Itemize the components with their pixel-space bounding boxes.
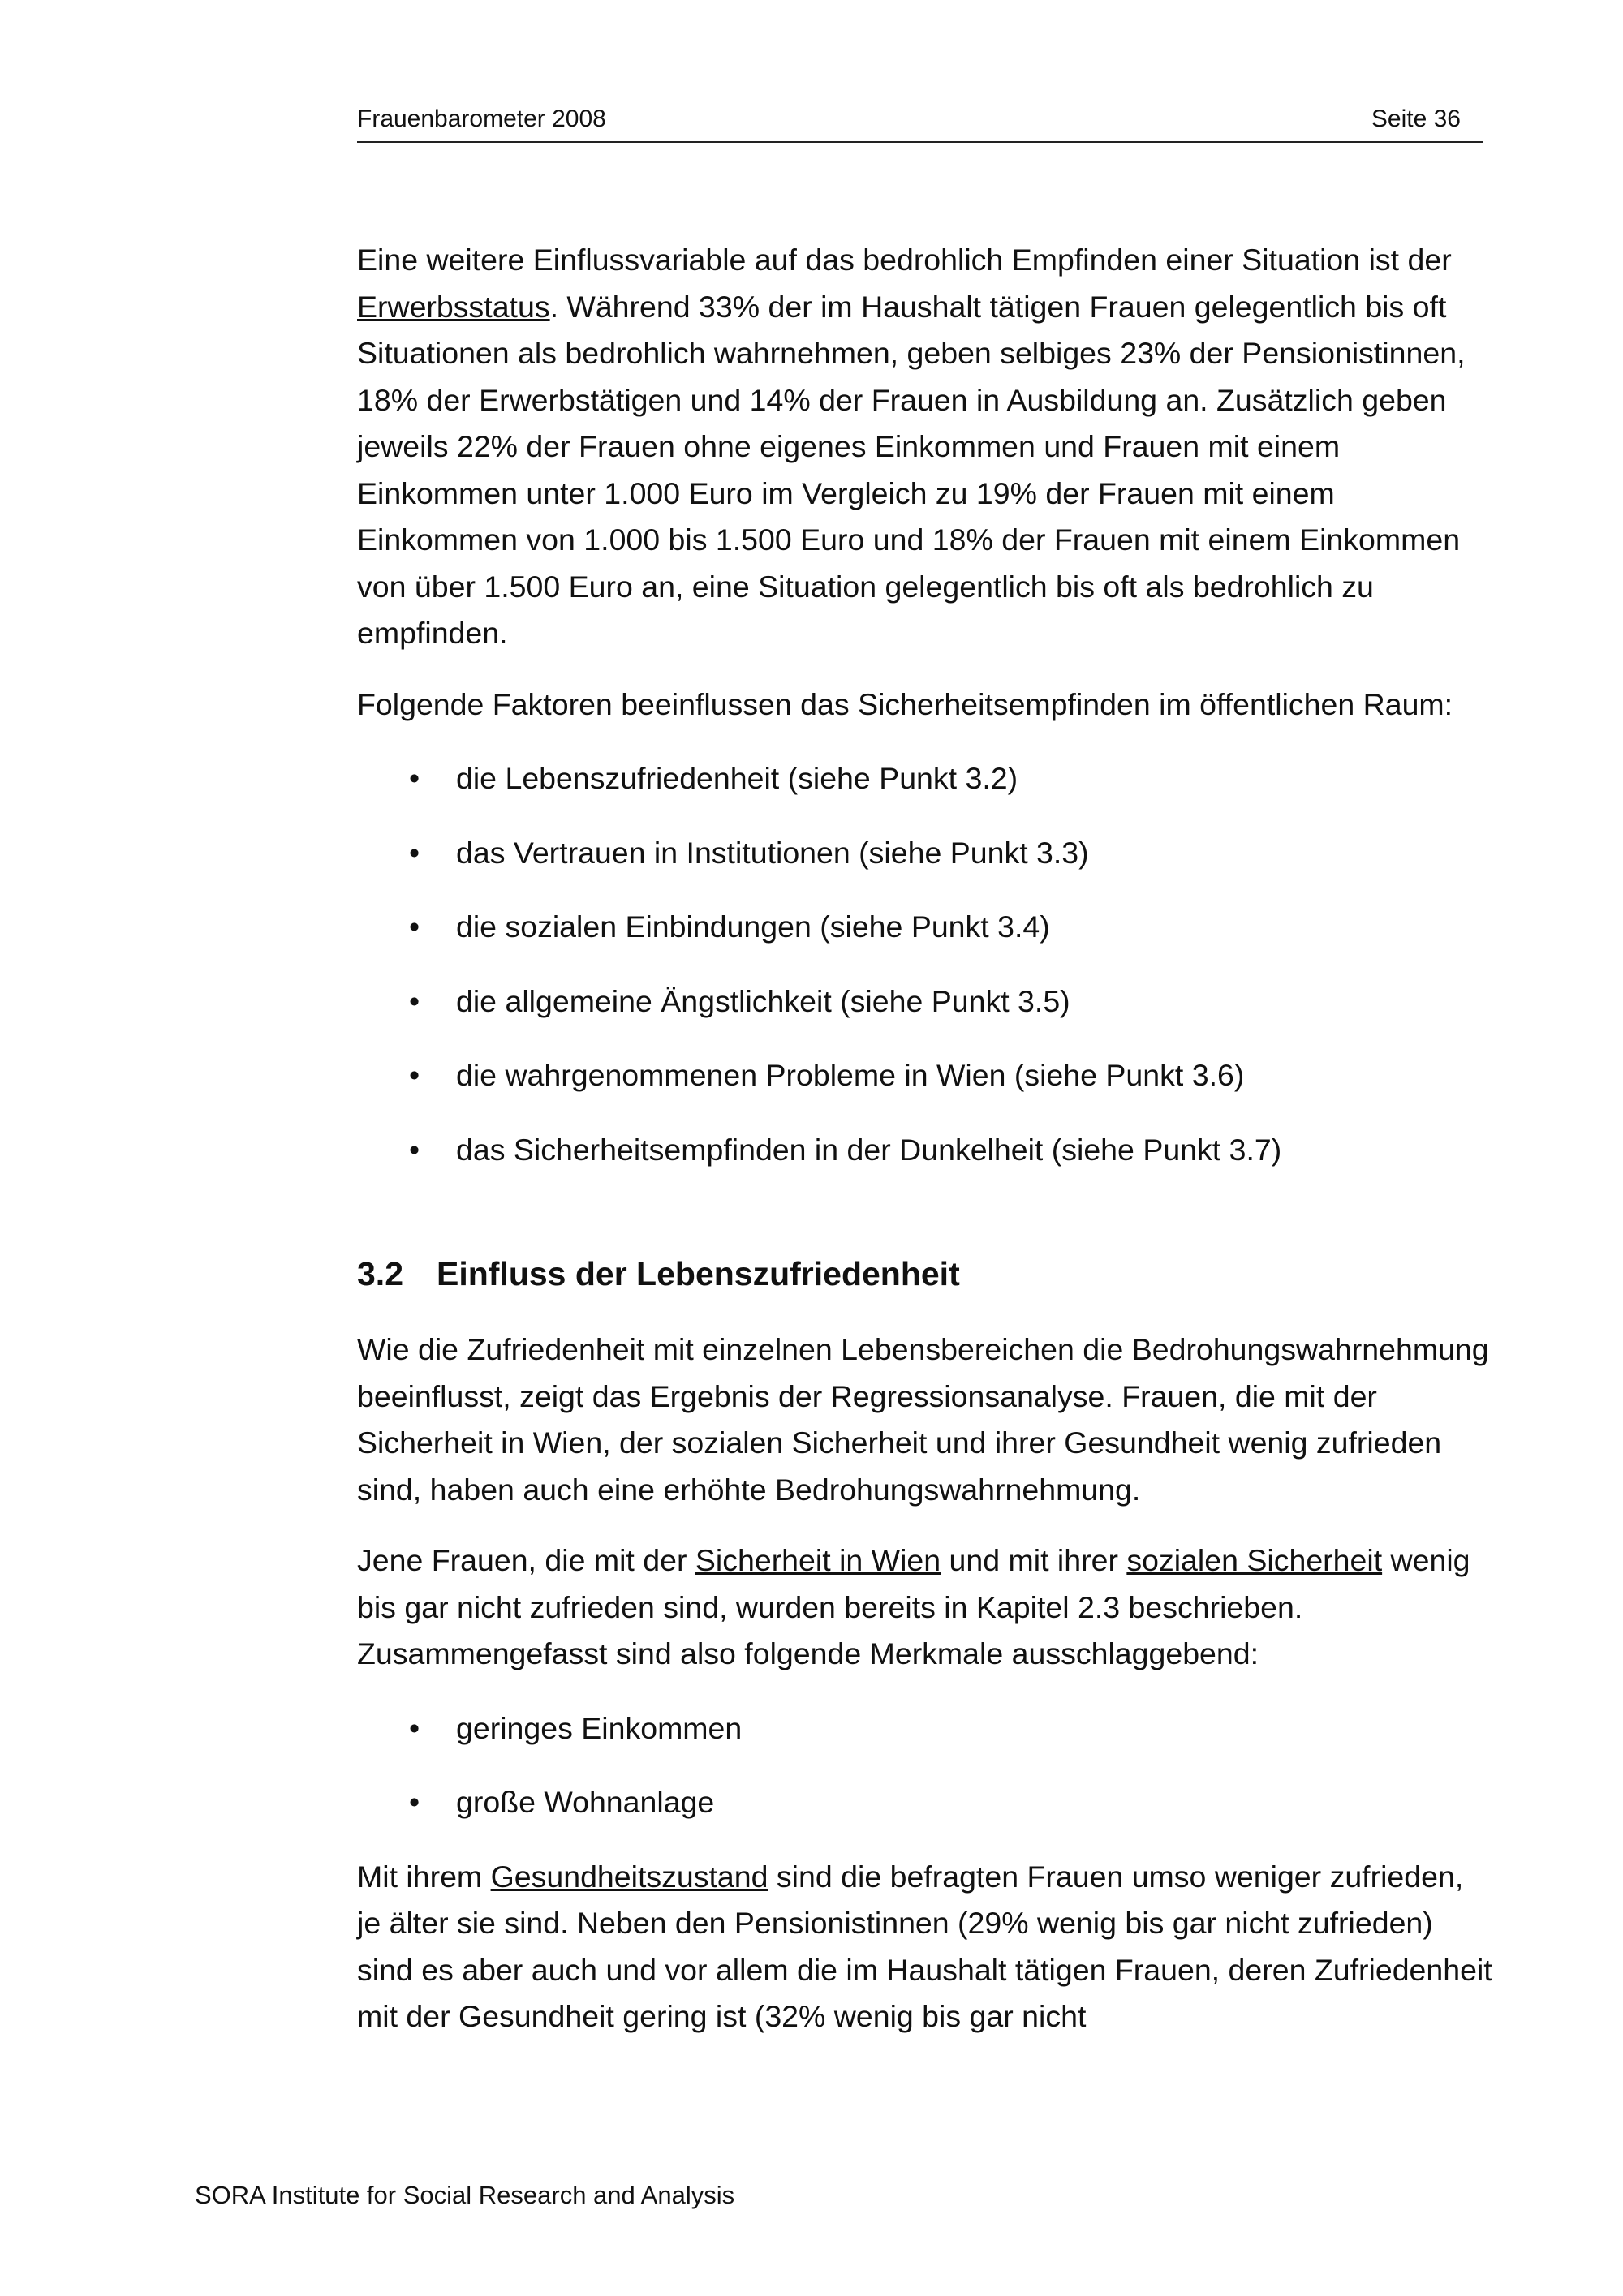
bullet-icon: • (409, 835, 420, 870)
section-number: 3.2 (357, 1255, 403, 1292)
underlined-term: Sicherheit in Wien (695, 1543, 941, 1577)
list-item: • die allgemeine Ängstlichkeit (siehe Punkt 3.5) (357, 978, 1493, 1025)
page-footer: SORA Institute for Social Research and Analysis (195, 2181, 735, 2209)
list-item: • das Vertrauen in Institutionen (siehe Punkt 3.3) (357, 830, 1493, 877)
page-content (357, 237, 1493, 2040)
factors-list (357, 755, 1493, 1173)
bullet-icon: • (409, 1710, 420, 1745)
list-item: • die Lebenszufriedenheit (siehe Punkt 3.2) (357, 755, 1493, 802)
paragraph-sicherheit: Jene Frauen, die mit der Sicherheit in Wien und mit ihrer sozialen Sicherheit wenig bis gar nicht zufrieden sind, wurden bereits in Kapitel 2.3 beschrieben. Zusammengefasst sind also folgende Merkmale ausschlaggebend: (357, 1543, 1470, 1670)
section-title: Einfluss der Lebenszufriedenheit (437, 1255, 960, 1292)
page-header (357, 99, 1483, 143)
list-item: • die wahrgenommenen Probleme in Wien (siehe Punkt 3.6) (357, 1052, 1493, 1099)
paragraph-factors-intro: Folgende Faktoren beeinflussen das Sicherheitsempfinden im öffentlichen Raum: (357, 686, 1453, 721)
merkmale-list (357, 1705, 1493, 1826)
bullet-icon: • (409, 1785, 420, 1819)
list-item: • große Wohnanlage (357, 1779, 1493, 1826)
underlined-term: sozialen Sicherheit (1126, 1543, 1383, 1577)
paragraph-zufriedenheit: Wie die Zufriedenheit mit einzelnen Lebensbereichen die Bedrohungswahrnehmung beeinflusst, zeigt das Ergebnis der Regressionsanalyse. Frauen, die mit der Sicherheit in Wien, der sozialen Sicherheit und ihrer Gesundheit wenig zufrieden sind, haben auch eine erhöhte Bedrohungswahrnehmung. (357, 1332, 1489, 1507)
document-title: Frauenbarometer 2008 (357, 105, 606, 132)
paragraph-gesundheit: Mit ihrem Gesundheitszustand sind die befragten Frauen umso weniger zufrieden, je älter sie sind. Neben den Pensionistinnen (29% wenig bis gar nicht zufrieden) sind es aber auch und vor allem die im Haushalt tätigen Frauen, deren Zufriedenheit mit der Gesundheit gering ist (32% wenig bis gar nicht (357, 1859, 1492, 2033)
underlined-term: Gesundheitszustand (490, 1859, 768, 1894)
list-item: • das Sicherheitsempfinden in der Dunkelheit (siehe Punkt 3.7) (357, 1127, 1493, 1174)
bullet-icon: • (409, 761, 420, 795)
page-number: Seite 36 (1371, 105, 1461, 132)
bullet-icon: • (409, 1132, 420, 1167)
paragraph-erwerbsstatus: Eine weitere Einflussvariable auf das bedrohlich Empfinden einer Situation ist der Erwerbsstatus. Während 33% der im Haushalt tätigen Frauen gelegentlich bis oft Situationen als bedrohlich wahrnehmen, geben selbiges 23% der Pensionistinnen, 18% der Erwerbstätigen und 14% der Frauen in Ausbildung an. Zusätzlich geben jeweils 22% der Frauen ohne eigenes Einkommen und Frauen mit einem Einkommen unter 1.000 Euro im Vergleich zu 19% der Frauen mit einem Einkommen von 1.000 bis 1.500 Euro und 18% der Frauen mit einem Einkommen von über 1.500 Euro an, eine Situation gelegentlich bis oft als bedrohlich zu empfinden. (357, 243, 1466, 650)
bullet-icon: • (409, 1058, 420, 1092)
bullet-icon: • (409, 909, 420, 944)
list-item: • geringes Einkommen (357, 1705, 1493, 1752)
list-item: • die sozialen Einbindungen (siehe Punkt 3.4) (357, 904, 1493, 951)
bullet-icon: • (409, 983, 420, 1018)
section-heading (357, 1251, 1493, 1297)
underlined-term: Erwerbsstatus (357, 289, 550, 324)
